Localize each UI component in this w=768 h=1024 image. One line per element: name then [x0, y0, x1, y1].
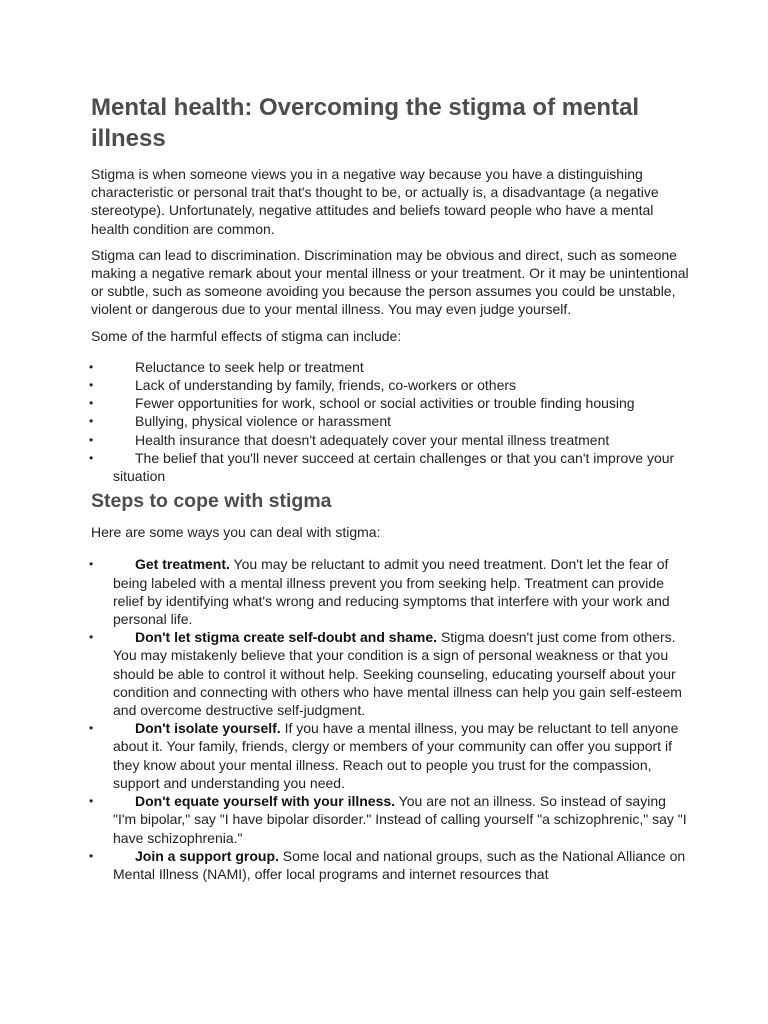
list-item-text: Reluctance to seek help or treatment [135, 358, 364, 375]
discrimination-paragraph: Stigma can lead to discrimination. Discrimination may be obvious and direct, such as someone making a negative remark about your mental illness or your treatment. Or it may be unintentional or subtle, such as someone avoiding you because the person assumes you could be unstable, violent or dangerous due to your mental illness. You may even judge yourself. [91, 246, 689, 318]
section-heading: Steps to cope with stigma [91, 490, 332, 513]
bullet-icon: • [89, 794, 94, 809]
list-item [91, 719, 691, 792]
intro-paragraph: Stigma is when someone views you in a negative way because you have a distinguishing characteristic or personal trait that's thought to be, or actually is, a disadvantage (a negative stereotype). Unfortunately, negative attitudes and beliefs toward people who have a mental health condition are common. [91, 166, 659, 237]
list-item [91, 449, 691, 485]
list-item [91, 412, 691, 430]
step-text: If you have a mental illness, you may be reluctant to tell anyone about it. Your family, friends, clergy or members of your community can offer you support if they know about your mental illness. Reach out to people you trust for the compassion, support and understanding you need. [113, 720, 679, 791]
list-item [91, 792, 691, 847]
list-item [91, 376, 691, 394]
list-item [91, 358, 691, 376]
bullet-icon: • [89, 848, 94, 863]
list-item-text: Fewer opportunities for work, school or social activities or trouble finding housing [135, 395, 635, 412]
list-item-text: Health insurance that doesn't adequately cover your mental illness treatment [135, 431, 610, 448]
effects-intro: Some of the harmful effects of stigma can include: [91, 327, 402, 344]
list-item-text: The belief that you'll never succeed at certain challenges or that you can't improve your situation [113, 449, 675, 485]
step-text: You are not an illness. So instead of saying "I'm bipolar," say "I have bipolar disorder." Instead of calling yourself "a schizophrenic," say "I have schizophrenia." [113, 793, 687, 846]
effects-list [91, 358, 691, 485]
step-lead: Get treatment. [135, 556, 230, 573]
bullet-icon: • [89, 450, 94, 465]
step-lead: Don't let stigma create self-doubt and shame. [135, 629, 438, 646]
bullet-icon: • [89, 432, 94, 447]
bullet-icon: • [89, 414, 94, 429]
list-item [91, 628, 691, 719]
bullet-icon: • [89, 378, 94, 393]
bullet-icon: • [89, 359, 94, 374]
bullet-icon: • [89, 557, 94, 572]
step-text: Some local and national groups, such as the National Alliance on Mental Illness (NAMI), offer local programs and internet resources that [113, 847, 686, 882]
article [91, 92, 691, 883]
bullet-icon: • [89, 396, 94, 411]
article-title: Mental health: Overcoming the stigma of mental illness [91, 94, 640, 152]
list-item-text: Lack of understanding by family, friends, co-workers or others [135, 377, 517, 394]
bullet-icon: • [89, 630, 94, 645]
step-lead: Don't equate yourself with your illness. [135, 793, 396, 810]
list-item-text: Bullying, physical violence or harassment [135, 413, 392, 430]
step-lead: Join a support group. [135, 847, 279, 864]
list-item [91, 431, 691, 449]
list-item [91, 555, 691, 628]
step-lead: Don't isolate yourself. [135, 720, 281, 737]
step-text: You may be reluctant to admit you need treatment. Don't let the fear of being labeled with a mental illness prevent you from seeking help. Treatment can provide relief by identifying what's wrong and reducing symptoms that interfere with your work and personal life. [113, 556, 670, 628]
steps-list [91, 555, 691, 883]
steps-intro: Here are some ways you can deal with stigma: [91, 524, 381, 541]
bullet-icon: • [89, 721, 94, 736]
list-item [91, 847, 691, 883]
list-item [91, 394, 691, 412]
step-text: Stigma doesn't just come from others. You may mistakenly believe that your condition is a sign of personal weakness or that you should be able to control it without help. Seeking counseling, educating yourself about your condition and connecting with others who have mental illness can help you gain self-esteem and overcome destructive self-judgment. [113, 629, 682, 719]
